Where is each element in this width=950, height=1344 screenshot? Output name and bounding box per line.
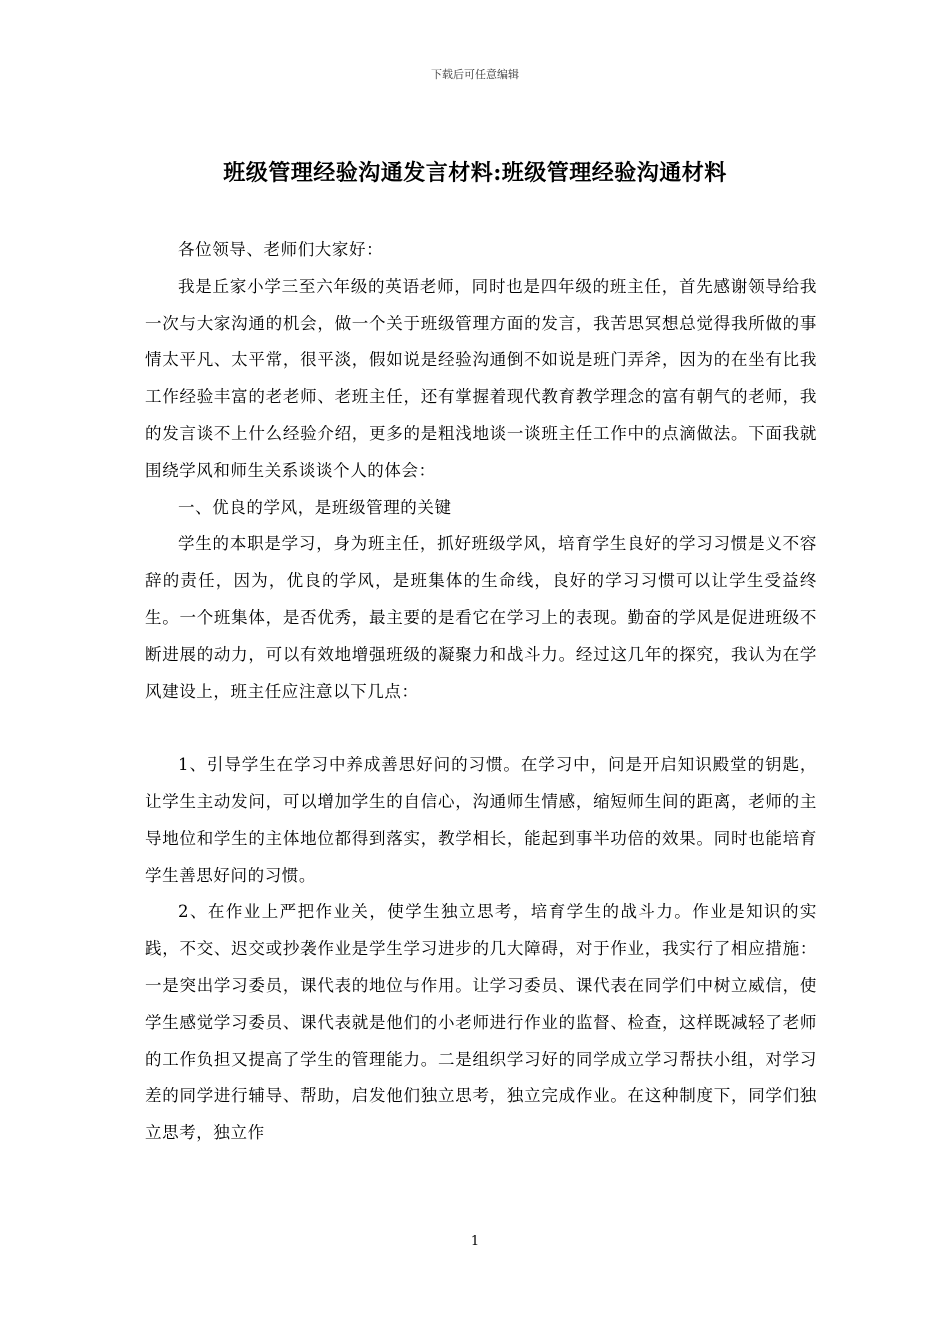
greeting-paragraph: 各位领导、老师们大家好：: [178, 240, 384, 259]
document-title: 班级管理经验沟通发言材料:班级管理经验沟通材料: [223, 160, 727, 186]
point-2-paragraph: 2、在作业上严把作业关，使学生独立思考，培育学生的战斗力。作业是知识的实践，不交、迟交或抄袭作业是学生学习进步的几大障碍，对于作业，我实行了相应措施：一是突出学习委员，课代表的地位与作用。让学习委员、课代表在同学们中树立威信，使学生感觉学习委员、课代表就是他们的小老师进行作业的监督、检查，这样既减轻了老师的工作负担又提高了学生的管理能力。二是组织学习好的同学成立学习帮扶小组，对学习差的同学进行辅导、帮助，启发他们独立思考，独立完成作业。在这种制度下，同学们独立思考，独立作: [145, 902, 817, 1143]
intro-paragraph: 我是丘家小学三至六年级的英语老师，同时也是四年级的班主任，首先感谢领导给我一次与大家沟通的机会，做一个关于班级管理方面的发言，我苦思冥想总觉得我所做的事情太平凡、太平常，很平淡，假如说是经验沟通倒不如说是班门弄斧，因为的在坐有比我工作经验丰富的老老师、老班主任，还有掌握着现代教育教学理念的富有朝气的老师，我的发言谈不上什么经验介绍，更多的是粗浅地谈一谈班主任工作中的点滴做法。下面我就围绕学风和师生关系谈谈个人的体会：: [145, 276, 817, 480]
page-header-note: 下载后可任意编辑: [431, 68, 519, 81]
section-1-paragraph: 学生的本职是学习，身为班主任，抓好班级学风，培育学生良好的学习习惯是义不容辞的责任，因为，优良的学风，是班集体的生命线，良好的学习习惯可以让学生受益终生。一个班集体，是否优秀，最主要的是看它在学习上的表现。勤奋的学风是促进班级不断进展的动力，可以有效地增强班级的凝聚力和战斗力。经过这几年的探究，我认为在学风建设上，班主任应注意以下几点：: [145, 534, 817, 701]
page-number: 1: [470, 1234, 480, 1249]
section-heading-1: 一、优良的学风，是班级管理的关键: [178, 497, 452, 517]
document-body: [145, 232, 817, 1152]
point-1-paragraph: 1、引导学生在学习中养成善思好问的习惯。在学习中，问是开启知识殿堂的钥匙，让学生主动发问，可以增加学生的自信心，沟通师生情感，缩短师生间的距离，老师的主导地位和学生的主体地位都得到落实，教学相长，能起到事半功倍的效果。同时也能培育学生善思好问的习惯。: [145, 755, 817, 885]
